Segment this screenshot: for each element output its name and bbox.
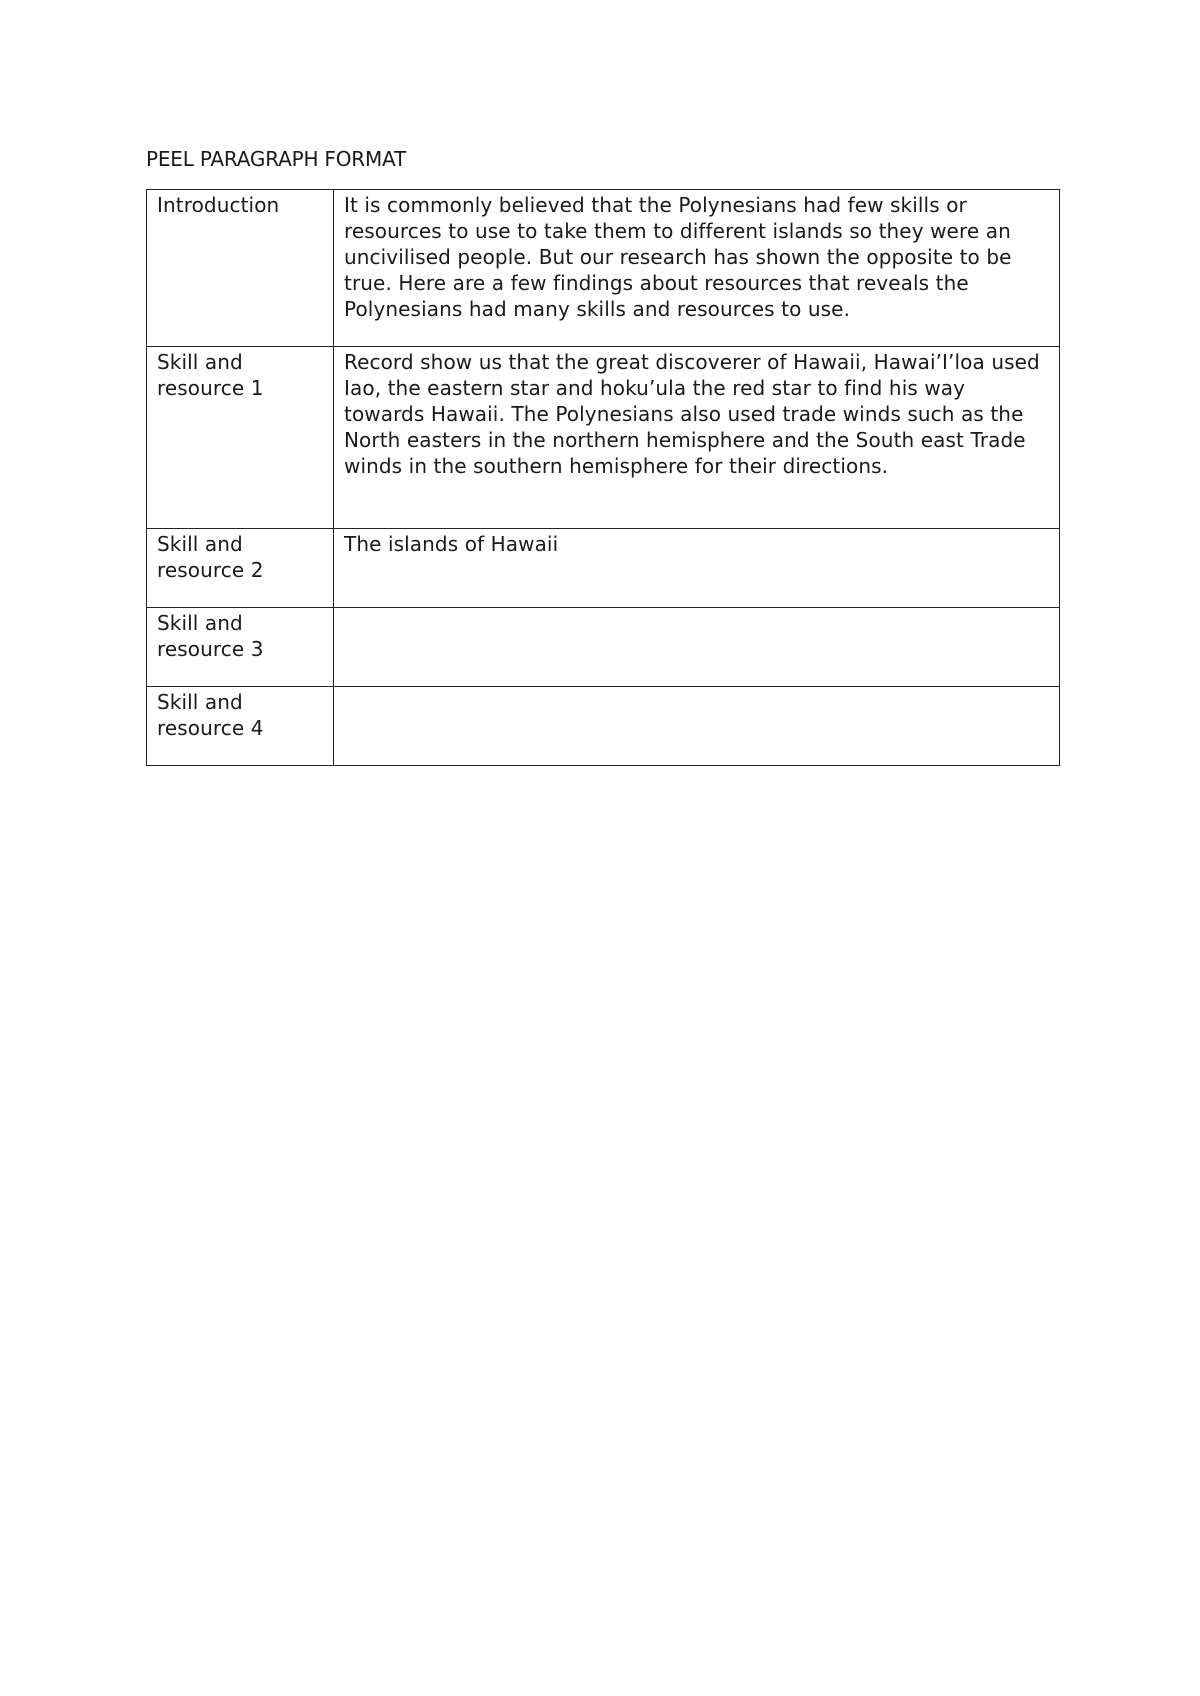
- row-text: It is commonly believed that the Polynesians had few skills or resources to use to take them to different islands so they were an uncivilised people. But our research has shown the opposite to be true. Here are a few findings about resources that reveals the Polynesians had many skills and resources to use.: [334, 190, 1060, 347]
- row-text: [334, 608, 1060, 687]
- row-text: [334, 687, 1060, 766]
- row-text: The islands of Hawaii: [334, 529, 1060, 608]
- table-row-skill-3: [147, 608, 1060, 687]
- row-label: Skill and resource 1: [147, 347, 334, 529]
- row-label: Skill and resource 2: [147, 529, 334, 608]
- row-label: Skill and resource 3: [147, 608, 334, 687]
- row-label: Introduction: [147, 190, 334, 347]
- row-text: Record show us that the great discoverer of Hawaii, Hawai’I’loa used Iao, the eastern star and hoku’ula the red star to find his way towards Hawaii. The Polynesians also used trade winds such as the North easters in the northern hemisphere and the South east Trade winds in the southern hemisphere for their directions.: [334, 347, 1060, 529]
- page-title: PEEL PARAGRAPH FORMAT: [146, 147, 406, 171]
- table-row-skill-2: [147, 529, 1060, 608]
- peel-table: [146, 189, 1060, 766]
- table-row-skill-1: [147, 347, 1060, 529]
- table-row-introduction: [147, 190, 1060, 347]
- table-row-skill-4: [147, 687, 1060, 766]
- row-label: Skill and resource 4: [147, 687, 334, 766]
